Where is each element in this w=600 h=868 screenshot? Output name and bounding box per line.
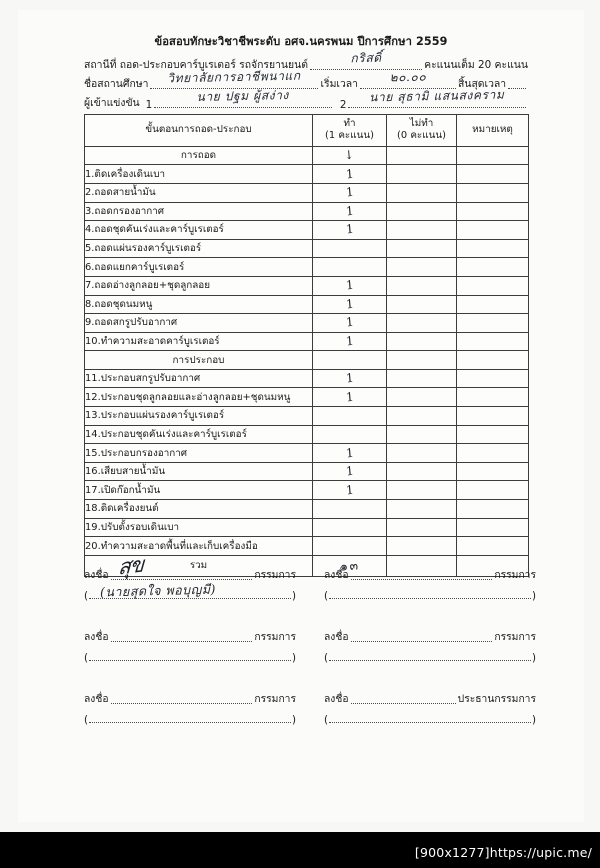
signature-name-line <box>324 588 536 602</box>
signature-block <box>84 690 296 726</box>
paren-open: ( <box>84 590 89 602</box>
do-cell[interactable] <box>313 332 387 351</box>
start-time-label: เริ่มเวลา <box>320 78 359 90</box>
do-cell[interactable] <box>313 537 387 556</box>
printed-name-input[interactable] <box>329 588 531 599</box>
do-cell[interactable] <box>313 202 387 221</box>
table-row <box>85 369 529 388</box>
do-checkmark: 1 <box>345 203 354 219</box>
do-cell[interactable] <box>313 388 387 407</box>
do-checkmark: 1 <box>345 389 354 405</box>
footer-url: https://upic.me/ <box>489 845 592 860</box>
column-header-do-top: ทำ <box>343 118 356 129</box>
signature-input[interactable] <box>351 631 493 642</box>
table-row <box>85 332 529 351</box>
remark-cell[interactable] <box>457 444 529 463</box>
do-cell[interactable] <box>313 407 387 426</box>
do-cell[interactable] <box>313 239 387 258</box>
not-do-cell[interactable] <box>387 425 457 444</box>
printed-name-input[interactable] <box>329 650 531 661</box>
competitor-2-handwriting: นาย สุธามิ แสนสงคราม <box>369 87 505 105</box>
not-do-cell[interactable] <box>387 165 457 184</box>
do-checkmark: ↓ <box>343 147 356 163</box>
not-do-cell[interactable] <box>387 332 457 351</box>
signature-name-line <box>324 650 536 664</box>
school-input[interactable] <box>150 68 318 89</box>
not-do-cell[interactable] <box>387 239 457 258</box>
do-checkmark: 1 <box>345 370 354 386</box>
table-row <box>85 314 529 333</box>
do-cell[interactable] <box>313 444 387 463</box>
paren-close: ) <box>291 590 296 602</box>
competitor-1-number: 1 <box>145 99 153 111</box>
not-do-cell[interactable] <box>387 258 457 277</box>
sign-label: ลงชื่อ <box>84 693 109 705</box>
competitor-1-input[interactable] <box>154 88 332 108</box>
step-label: 6.ถอดแยกคาร์บูเรเตอร์ <box>85 258 313 277</box>
station-handwriting: กริสดิ์ <box>350 50 382 66</box>
full-score-label: คะแนนเต็ม 20 คะแนน <box>424 59 528 71</box>
remark-cell[interactable] <box>457 407 529 426</box>
signature-input[interactable] <box>351 569 493 580</box>
school-line <box>84 68 528 92</box>
table-row <box>85 239 529 258</box>
table-row <box>85 183 529 202</box>
not-do-cell[interactable] <box>387 518 457 537</box>
page-title: ข้อสอบทักษะวิชาชีพระดับ อศจ.นครพนม ปีการศึกษา 2559 <box>154 35 448 48</box>
sign-label: ลงชื่อ <box>324 693 349 705</box>
competitor-label: ผู้เข้าแข่งขัน <box>84 97 140 109</box>
signature-block <box>324 566 536 602</box>
step-label: 11.ประกอบสกรูปรับอากาศ <box>85 369 313 388</box>
school-label: ชื่อสถานศึกษา <box>84 78 149 90</box>
signature-row <box>84 690 536 726</box>
not-do-cell[interactable] <box>387 314 457 333</box>
table-row <box>85 276 529 295</box>
not-do-cell[interactable] <box>387 462 457 481</box>
step-label: 4.ถอดชุดคันเร่งและคาร์บูเรเตอร์ <box>85 221 313 240</box>
end-time-input[interactable] <box>508 78 526 89</box>
signature-line <box>324 690 536 707</box>
step-label: 8.ถอดชุดนมหนู <box>85 295 313 314</box>
do-cell[interactable] <box>313 295 387 314</box>
do-checkmark: 1 <box>345 277 354 293</box>
step-label: 7.ถอดอ่างลูกลอย+ชุดลูกลอย <box>85 276 313 295</box>
remark-cell[interactable] <box>457 295 529 314</box>
section-label: การประกอบ <box>85 351 313 370</box>
do-cell[interactable] <box>313 462 387 481</box>
sign-label: ลงชื่อ <box>324 631 349 643</box>
column-header-not-do <box>387 115 457 147</box>
table-row <box>85 165 529 184</box>
column-header-not-do-bottom: (0 คะแนน) <box>397 130 446 142</box>
do-checkmark: 1 <box>345 184 354 200</box>
paren-open: ( <box>324 714 329 726</box>
do-checkmark: 1 <box>345 166 354 182</box>
total-score-value: ๑๓ <box>339 557 360 574</box>
table-header-row <box>85 115 529 147</box>
table-row <box>85 202 529 221</box>
remark-cell[interactable] <box>457 239 529 258</box>
not-do-cell[interactable] <box>387 351 457 370</box>
do-cell[interactable] <box>313 165 387 184</box>
step-label: 2.ถอดสายน้ำมัน <box>85 183 313 202</box>
footer-watermark-bar <box>0 832 600 868</box>
table-section-row <box>85 351 529 370</box>
not-do-cell[interactable] <box>387 202 457 221</box>
scoring-table <box>84 114 529 577</box>
signature-role-label: กรรมการ <box>494 569 536 581</box>
school-handwriting: วิทยาลัยการอาชีพนาแก <box>167 68 302 86</box>
step-label: 15.ประกอบกรองอากาศ <box>85 444 313 463</box>
total-label: รวม <box>85 555 313 576</box>
competitor-line <box>84 87 528 111</box>
signature-block <box>84 552 296 602</box>
remark-cell[interactable] <box>457 258 529 277</box>
step-label: 17.เปิดก๊อกน้ำมัน <box>85 481 313 500</box>
signature-role-label: กรรมการ <box>494 631 536 643</box>
competitor-2-number: 2 <box>339 99 347 111</box>
do-cell[interactable] <box>313 146 387 165</box>
step-label: 9.ถอดสกรูปรับอากาศ <box>85 314 313 333</box>
not-do-cell[interactable] <box>387 221 457 240</box>
signature-name-line <box>324 712 536 726</box>
do-checkmark: 1 <box>345 463 354 479</box>
paren-close: ) <box>531 652 536 664</box>
do-cell[interactable] <box>313 276 387 295</box>
paren-close: ) <box>291 714 296 726</box>
table-row <box>85 258 529 277</box>
not-do-cell[interactable] <box>387 295 457 314</box>
printed-name-input[interactable] <box>89 712 291 723</box>
station-label: สถานีที่ ถอด-ประกอบคาร์บูเรเตอร์ รถจักรยานยนต์ <box>84 59 308 71</box>
do-cell[interactable] <box>313 183 387 202</box>
step-label: 13.ประกอบแผ่นรองคาร์บูเรเตอร์ <box>85 407 313 426</box>
signature-input[interactable] <box>111 693 253 704</box>
table-row <box>85 444 529 463</box>
not-do-cell[interactable] <box>387 369 457 388</box>
signature-line <box>324 566 536 583</box>
do-cell[interactable] <box>313 481 387 500</box>
signature-line <box>84 690 296 707</box>
remark-cell[interactable] <box>457 500 529 519</box>
station-input[interactable] <box>310 50 422 70</box>
signature-block <box>84 628 296 664</box>
column-header-step: ขั้นตอนการถอด-ประกอบ <box>85 115 313 147</box>
end-time-label: สิ้นสุดเวลา <box>458 78 507 90</box>
signature-line <box>324 628 536 645</box>
remark-cell[interactable] <box>457 388 529 407</box>
not-do-cell[interactable] <box>387 276 457 295</box>
step-label: 14.ประกอบชุดคันเร่งและคาร์บูเรเตอร์ <box>85 425 313 444</box>
step-label: 1.ติดเครื่องเดินเบา <box>85 165 313 184</box>
table-body <box>85 146 529 555</box>
signature-role-label: กรรมการ <box>254 693 296 705</box>
remark-cell[interactable] <box>457 165 529 184</box>
do-checkmark: 1 <box>345 314 354 330</box>
paren-open: ( <box>84 714 89 726</box>
paren-close: ) <box>531 714 536 726</box>
remark-cell[interactable] <box>457 276 529 295</box>
section-label: การถอด <box>85 146 313 165</box>
do-cell[interactable] <box>313 500 387 519</box>
printed-name-input[interactable] <box>329 712 531 723</box>
not-do-cell[interactable] <box>387 500 457 519</box>
not-do-cell[interactable] <box>387 183 457 202</box>
printed-name-input[interactable] <box>89 650 291 661</box>
do-cell[interactable] <box>313 314 387 333</box>
do-checkmark: 1 <box>345 221 354 238</box>
printed-name-input[interactable] <box>89 588 291 599</box>
scoring-table-wrapper <box>84 114 528 577</box>
signature-block <box>324 628 536 664</box>
not-do-cell[interactable] <box>387 444 457 463</box>
do-cell[interactable] <box>313 369 387 388</box>
column-header-do <box>313 115 387 147</box>
table-row <box>85 388 529 407</box>
signature-name-line <box>84 581 296 602</box>
form-header-fields <box>84 50 528 111</box>
not-do-cell[interactable] <box>387 407 457 426</box>
do-cell[interactable] <box>313 425 387 444</box>
step-label: 20.ทำความสะอาดพื้นที่และเก็บเครื่องมือ <box>85 537 313 556</box>
remark-cell[interactable] <box>457 351 529 370</box>
remark-cell[interactable] <box>457 462 529 481</box>
signature-line <box>84 552 296 583</box>
step-label: 18.ติดเครื่องยนต์ <box>85 500 313 519</box>
step-label: 10.ทำความสะอาดคาร์บูเรเตอร์ <box>85 332 313 351</box>
signature-name-line <box>84 712 296 726</box>
step-label: 3.ถอดกรองอากาศ <box>85 202 313 221</box>
start-time-handwriting: ๒๐.๐๐ <box>389 69 427 85</box>
signature-line <box>84 628 296 645</box>
table-row <box>85 425 529 444</box>
remark-cell[interactable] <box>457 221 529 240</box>
footer-dimensions: [900x1277] <box>414 845 490 860</box>
paren-close: ) <box>291 652 296 664</box>
step-label: 12.ประกอบชุดลูกลอยและอ่างลูกลอย+ชุดนมหนู <box>85 388 313 407</box>
paren-open: ( <box>324 590 329 602</box>
not-do-cell[interactable] <box>387 146 457 165</box>
table-row <box>85 462 529 481</box>
do-cell[interactable] <box>313 351 387 370</box>
sign-label: ลงชื่อ <box>84 569 109 581</box>
table-row <box>85 537 529 556</box>
signature-name-line <box>84 650 296 664</box>
not-do-cell[interactable] <box>387 537 457 556</box>
signature-role-label: กรรมการ <box>254 569 296 581</box>
handwritten-printed-name: (นายสุดใจ พอบุญมี) <box>99 581 217 600</box>
table-row <box>85 407 529 426</box>
signature-input[interactable] <box>111 631 253 642</box>
sign-label: ลงชื่อ <box>84 631 109 643</box>
start-time-input[interactable] <box>360 69 456 89</box>
table-row <box>85 295 529 314</box>
remark-cell[interactable] <box>457 369 529 388</box>
paper-sheet <box>18 10 584 822</box>
do-cell[interactable] <box>313 258 387 277</box>
signature-input[interactable] <box>351 693 456 704</box>
signature-row <box>84 628 536 664</box>
paren-open: ( <box>324 652 329 664</box>
footer-credit <box>415 845 592 860</box>
column-header-do-bottom: (1 คะแนน) <box>325 130 374 142</box>
remark-cell[interactable] <box>457 537 529 556</box>
paren-open: ( <box>84 652 89 664</box>
remark-cell[interactable] <box>457 202 529 221</box>
table-row <box>85 518 529 537</box>
remark-cell[interactable] <box>457 146 529 165</box>
table-row <box>85 221 529 240</box>
table-row <box>85 500 529 519</box>
sign-label: ลงชื่อ <box>324 569 349 581</box>
paren-close: ) <box>531 590 536 602</box>
competitor-2-input[interactable] <box>348 87 526 108</box>
step-label: 5.ถอดแผ่นรองคาร์บูเรเตอร์ <box>85 239 313 258</box>
remark-cell[interactable] <box>457 332 529 351</box>
column-header-remark: หมายเหตุ <box>457 115 529 147</box>
signature-role-label: ประธานกรรมการ <box>457 693 536 705</box>
step-label: 16.เสียบสายน้ำมัน <box>85 462 313 481</box>
do-cell[interactable] <box>313 221 387 240</box>
station-line <box>84 50 528 73</box>
do-checkmark: 1 <box>345 333 354 349</box>
handwritten-signature: สุข <box>117 552 144 580</box>
remark-cell[interactable] <box>457 425 529 444</box>
do-checkmark: 1 <box>345 444 354 461</box>
column-header-not-do-top: ไม่ทำ <box>409 118 434 129</box>
do-checkmark: 1 <box>345 482 354 498</box>
do-checkmark: 1 <box>345 296 354 312</box>
not-do-cell[interactable] <box>387 481 457 500</box>
competitor-1-handwriting: นาย ปฐม ผู้สง่าง <box>196 88 290 104</box>
not-do-cell[interactable] <box>387 388 457 407</box>
remark-cell[interactable] <box>457 183 529 202</box>
table-section-row <box>85 146 529 165</box>
signature-block <box>324 690 536 726</box>
remark-cell[interactable] <box>457 481 529 500</box>
remark-cell[interactable] <box>457 314 529 333</box>
table-row <box>85 481 529 500</box>
signature-role-label: กรรมการ <box>254 631 296 643</box>
do-cell[interactable] <box>313 518 387 537</box>
step-label: 19.ปรับตั้งรอบเดินเบา <box>85 518 313 537</box>
signature-input[interactable] <box>111 569 253 580</box>
remark-cell[interactable] <box>457 518 529 537</box>
